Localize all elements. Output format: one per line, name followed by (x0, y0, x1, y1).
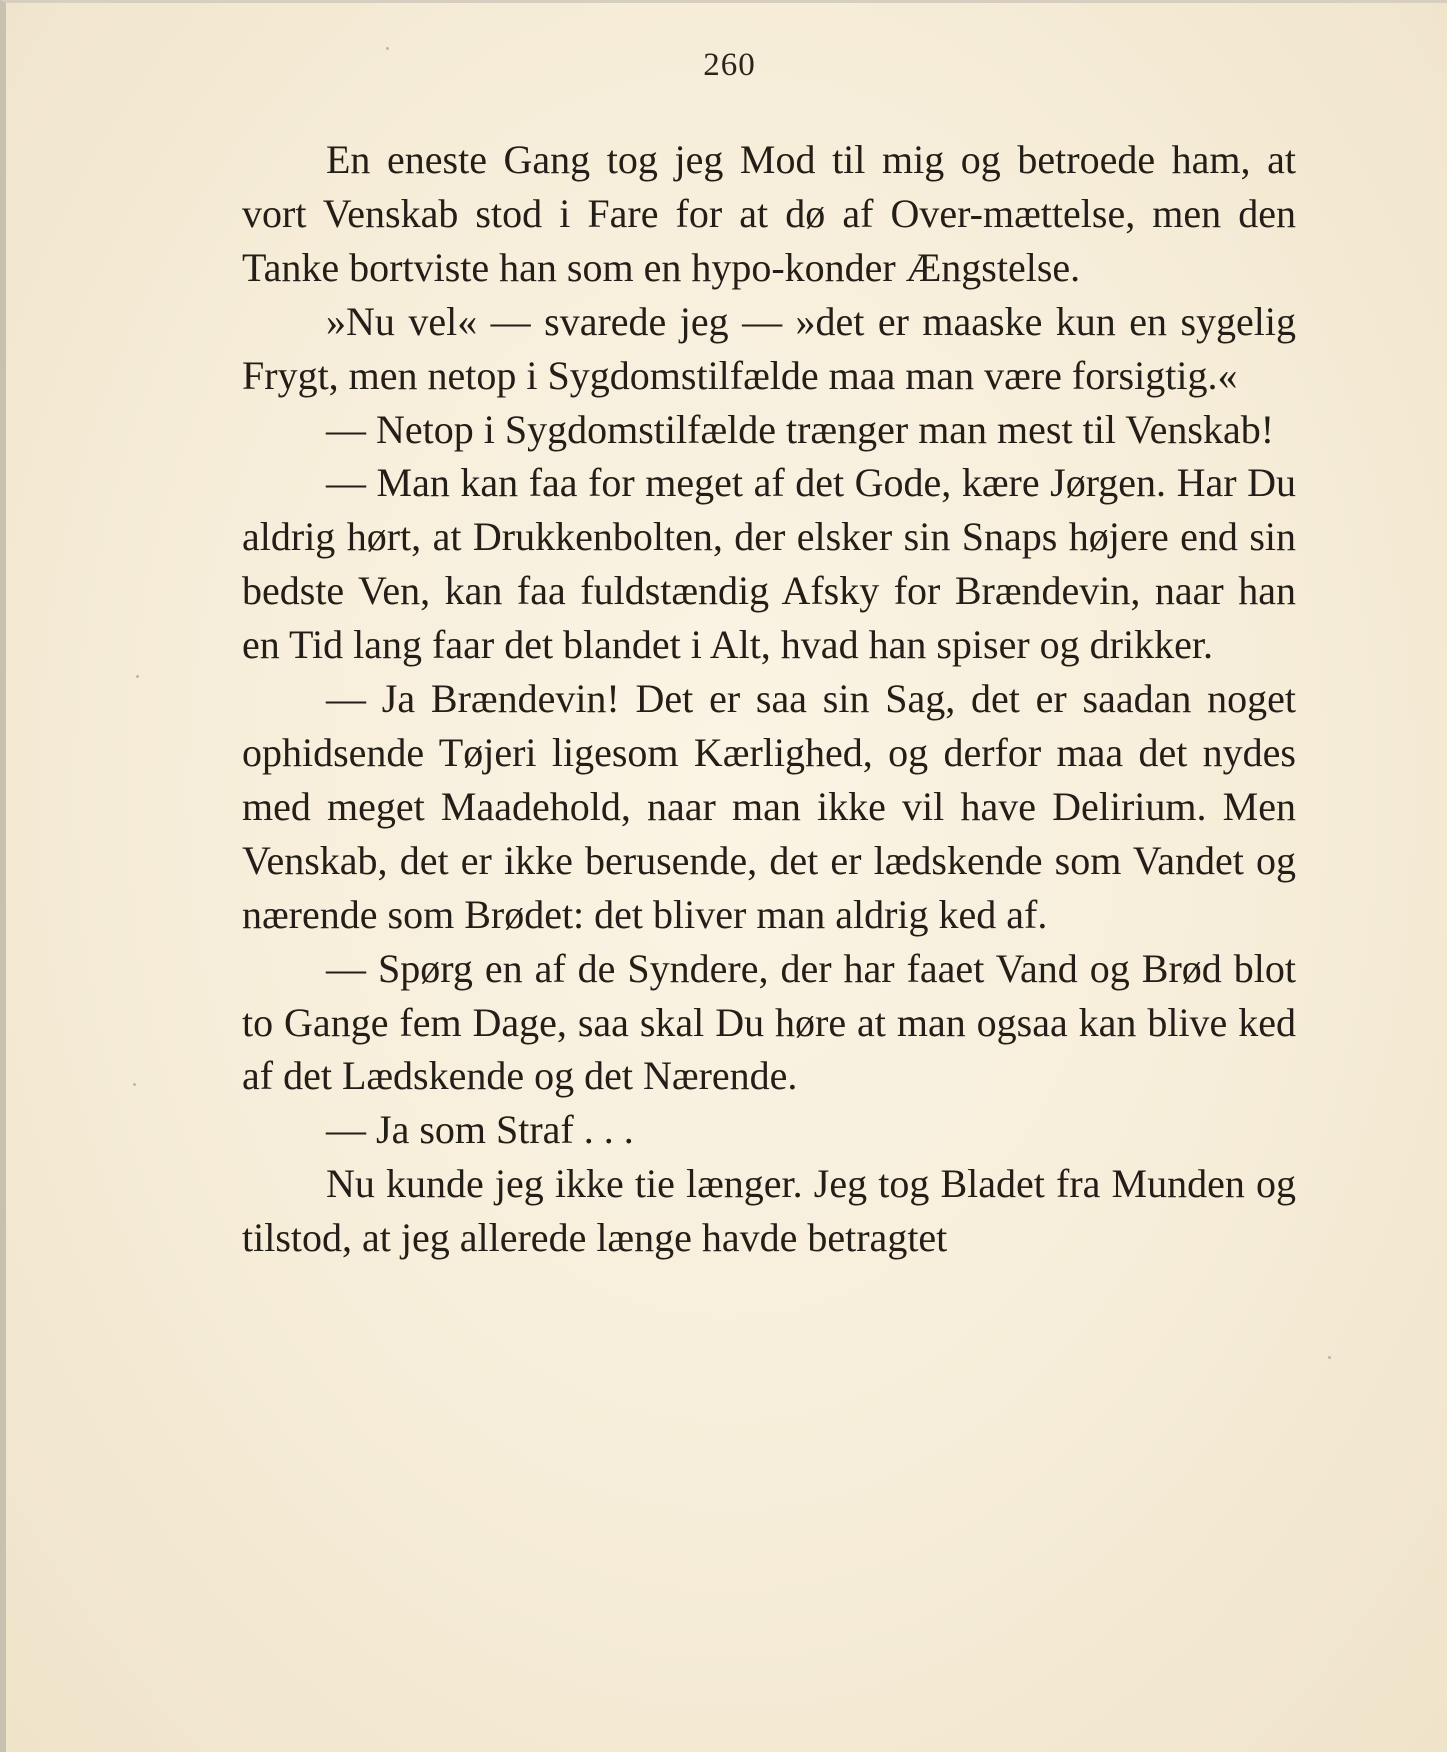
body-text (242, 133, 1296, 1265)
paper-speck (386, 47, 389, 50)
paragraph: — Man kan faa for meget af det Gode, kære Jørgen. Har Du aldrig hørt, at Drukkenbolten, der elsker sin Snaps højere end sin bedste Ven, kan faa fuldstændig Afsky for Brændevin, naar han en Tid lang faar det blandet i Alt, hvad han spiser og drikker. (242, 460, 1296, 668)
paragraph: — Ja som Straf . . . (326, 1107, 634, 1153)
page-number: 260 (703, 47, 756, 83)
paragraph: En eneste Gang tog jeg Mod til mig og betroede ham, at vort Venskab stod i Fare for at dø af Over-mættelse, men den Tanke bortviste han som en hypo-konder Ængstelse. (242, 137, 1296, 290)
paragraph: »Nu vel« — svarede jeg — »det er maaske kun en sygelig Frygt, men netop i Sygdomstilfælde maa man være forsigtig.« (242, 298, 1296, 398)
paragraph: Nu kunde jeg ikke tie længer. Jeg tog Bladet fra Munden og tilstod, at jeg allerede længe havde betragtet (242, 1161, 1296, 1261)
paper-speck (136, 675, 139, 678)
paper-speck (133, 1083, 136, 1086)
paragraph: — Netop i Sygdomstilfælde trænger man mest til Venskab! (326, 406, 1275, 452)
paragraph: — Ja Brændevin! Det er saa sin Sag, det er saadan noget ophidsende Tøjeri ligesom Kærlighed, og derfor maa det nydes med meget Maadehold, naar man ikke vil have Delirium. Men Venskab, det er ikke berusende, det er lædskende som Vandet og nærende som Brødet: det bliver man aldrig ked af. (242, 676, 1296, 937)
paper-speck (1328, 1356, 1331, 1359)
paragraph: — Spørg en af de Syndere, der har faaet Vand og Brød blot to Gange fem Dage, saa skal Du høre at man ogsaa kan blive ked af det Lædskende og det Nærende. (242, 945, 1296, 1099)
